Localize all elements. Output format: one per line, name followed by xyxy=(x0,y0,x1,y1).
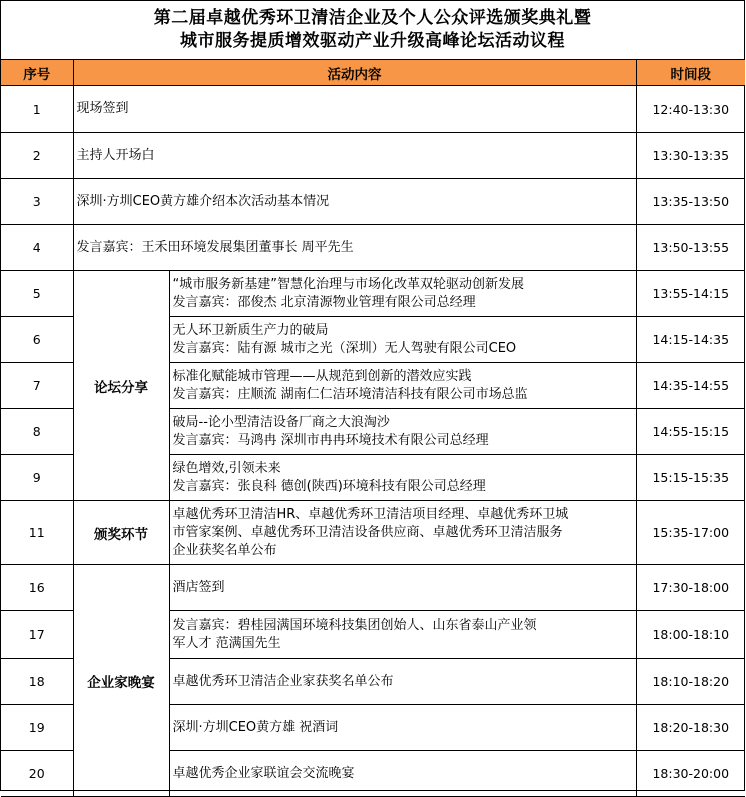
row-content: 发言嘉宾：王禾田环境发展集团董事长 周平先生 xyxy=(73,225,636,271)
row-number: 19 xyxy=(1,705,73,751)
row-number: 7 xyxy=(1,363,73,409)
table-row xyxy=(1,133,745,179)
row-number: 4 xyxy=(1,225,73,271)
row-content: 破局--论小型清洁设备厂商之大浪淘沙 发言嘉宾：马鸿冉 深圳市冉冉环境技术有限公司总经理 xyxy=(169,409,636,455)
agenda-title xyxy=(1,1,744,60)
row-number: 9 xyxy=(1,455,73,501)
row-time: 15:35-17:00 xyxy=(636,501,745,565)
row-content: 卓越优秀环卫清洁企业家获奖名单公布 xyxy=(169,659,636,705)
row-time: 17:30-18:00 xyxy=(636,565,745,611)
table-row xyxy=(1,225,745,271)
row-number: 16 xyxy=(1,565,73,611)
row-time: 14:55-15:15 xyxy=(636,409,745,455)
table-row xyxy=(1,179,745,225)
row-number: 5 xyxy=(1,271,73,317)
group-label-award: 颁奖环节 xyxy=(73,501,169,565)
row-content: 卓越优秀环卫清洁HR、卓越优秀环卫清洁项目经理、卓越优秀环卫城 市管家案例、卓越优秀环卫清洁设备供应商、卓越优秀环卫清洁服务 企业获奖名单公布 xyxy=(169,501,636,565)
table-row xyxy=(1,86,745,133)
row-number: 2 xyxy=(1,133,73,179)
header-content: 活动内容 xyxy=(73,60,636,86)
row-content: 卓越优秀企业家联谊会交流晚宴 xyxy=(169,751,636,797)
row-number: 8 xyxy=(1,409,73,455)
row-time: 14:35-14:55 xyxy=(636,363,745,409)
row-content: 无人环卫新质生产力的破局 发言嘉宾：陆有源 城市之光（深圳）无人驾驶有限公司CEO xyxy=(169,317,636,363)
row-number: 18 xyxy=(1,659,73,705)
row-content: 发言嘉宾：碧桂园满国环境科技集团创始人、山东省泰山产业领 军人才 范满国先生 xyxy=(169,611,636,659)
row-number: 11 xyxy=(1,501,73,565)
row-content: 深圳·方圳CEO黄方雄介绍本次活动基本情况 xyxy=(73,179,636,225)
row-content: 现场签到 xyxy=(73,86,636,133)
agenda-table xyxy=(1,60,745,797)
row-number: 6 xyxy=(1,317,73,363)
row-content: 深圳·方圳CEO黄方雄 祝酒词 xyxy=(169,705,636,751)
row-time: 13:30-13:35 xyxy=(636,133,745,179)
header-time: 时间段 xyxy=(636,60,745,86)
row-time: 18:10-18:20 xyxy=(636,659,745,705)
row-time: 14:15-14:35 xyxy=(636,317,745,363)
row-time: 13:35-13:50 xyxy=(636,179,745,225)
row-time: 18:20-18:30 xyxy=(636,705,745,751)
row-content: 标准化赋能城市管理——从规范到创新的潜效应实践 发言嘉宾：庄顺流 湖南仁仁洁环境清洁科技有限公司市场总监 xyxy=(169,363,636,409)
table-row xyxy=(1,501,745,565)
row-time: 18:00-18:10 xyxy=(636,611,745,659)
row-number: 1 xyxy=(1,86,73,133)
title-line-2: 城市服务提质增效驱动产业升级高峰论坛活动议程 xyxy=(180,31,565,51)
row-time: 15:15-15:35 xyxy=(636,455,745,501)
row-content: “城市服务新基建”智慧化治理与市场化改革双轮驱动创新发展 发言嘉宾：邵俊杰 北京清源物业管理有限公司总经理 xyxy=(169,271,636,317)
header-no: 序号 xyxy=(1,60,73,86)
row-time: 18:30-20:00 xyxy=(636,751,745,797)
table-header-row xyxy=(1,60,745,86)
row-content: 主持人开场白 xyxy=(73,133,636,179)
row-number: 17 xyxy=(1,611,73,659)
table-row xyxy=(1,271,745,317)
row-time: 13:50-13:55 xyxy=(636,225,745,271)
group-label-dinner: 企业家晚宴 xyxy=(73,565,169,797)
row-time: 13:55-14:15 xyxy=(636,271,745,317)
title-line-1: 第二届卓越优秀环卫清洁企业及个人公众评选颁奖典礼暨 xyxy=(153,8,592,28)
row-content: 绿色增效,引领未来 发言嘉宾：张良科 德创(陕西)环境科技有限公司总经理 xyxy=(169,455,636,501)
table-row xyxy=(1,565,745,611)
group-label-forum: 论坛分享 xyxy=(73,271,169,501)
row-number: 20 xyxy=(1,751,73,797)
row-content: 酒店签到 xyxy=(169,565,636,611)
row-time: 12:40-13:30 xyxy=(636,86,745,133)
row-number: 3 xyxy=(1,179,73,225)
